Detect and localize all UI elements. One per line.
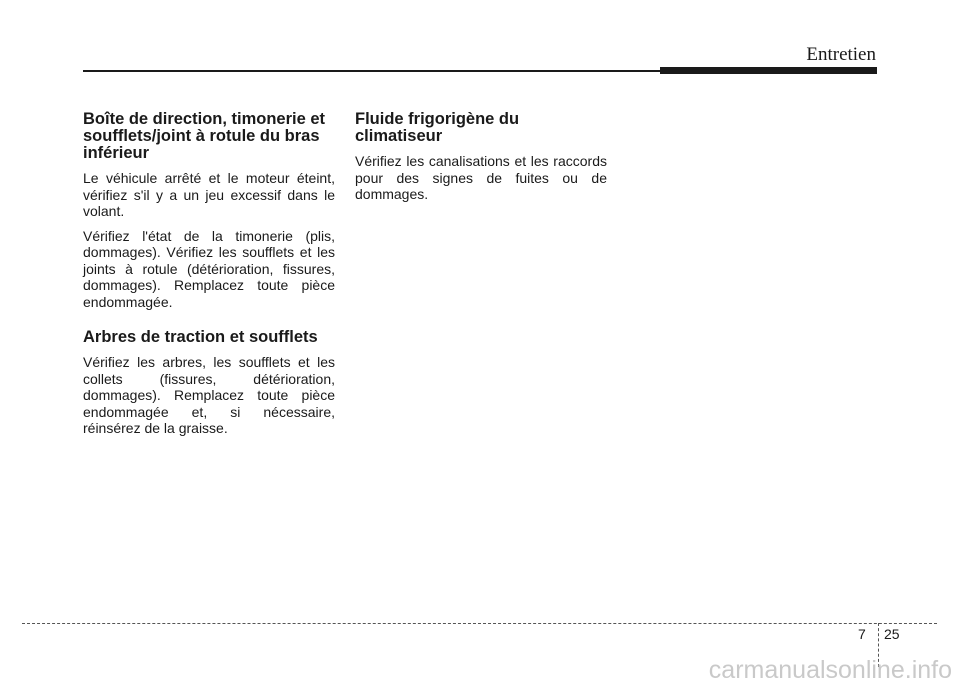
drive-shafts-paragraph: Vérifiez les arbres, les soufflets et les collets (fissures, détérioration, dommages). Remplacez toute pièce endommagée et, si nécessaire, réinsérez de la graisse. xyxy=(83,354,335,436)
header-rule-thick xyxy=(660,67,877,74)
footer-dashed-rule xyxy=(22,623,937,624)
section-title-line: soufflets/joint à rotule du bras xyxy=(83,127,320,145)
refrigerant-paragraph: Vérifiez les canalisations et les raccords pour des signes de fuites ou de dommages. xyxy=(355,153,607,202)
section-title-drive-shafts: Arbres de traction et soufflets xyxy=(83,328,318,346)
watermark: carmanualsonline.info xyxy=(708,656,952,684)
section-title-refrigerant xyxy=(355,111,607,145)
header-rule-thin xyxy=(83,70,663,72)
steering-paragraph-2: Vérifiez l'état de la timonerie (plis, dommages). Vérifiez les soufflets et les joints à rotule (détérioration, fissures, dommages). Remplacez toute pièce endommagée. xyxy=(83,227,335,310)
page-number: 25 xyxy=(884,626,900,642)
middle-column xyxy=(355,111,607,203)
section-title-line: inférieur xyxy=(83,144,150,162)
steering-paragraph-1: Le véhicule arrêté et le moteur éteint, vérifiez s'il y a un jeu excessif dans le volant. xyxy=(83,170,335,219)
section-title-steering xyxy=(83,111,335,162)
section-title-line: Fluide frigorigène du xyxy=(355,110,520,128)
chapter-number: 7 xyxy=(858,626,866,642)
chapter-title: Entretien xyxy=(806,44,876,65)
section-title-line: Boîte de direction, timonerie et xyxy=(83,110,326,128)
section-title-line: climatiseur xyxy=(355,127,443,145)
left-column xyxy=(83,111,335,437)
